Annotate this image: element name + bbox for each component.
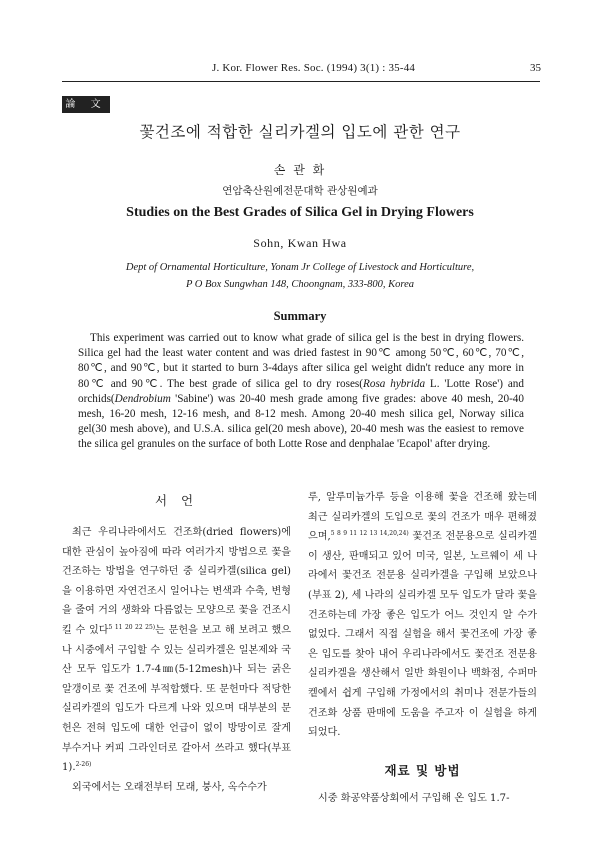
author-korean: 손 관 화 [273,163,327,177]
affiliation-english-line2: P O Box Sungwhan 148, Choongnam, 333-800, Korea [185,279,415,290]
orchid-scientific-name: Dendrobium [114,392,171,405]
affiliation-english-line1: Dept of Ornamental Horticulture, Yonam Jr College of Livestock and Horticulture, [125,262,475,273]
right-column [308,488,537,808]
rose-scientific-name: Rosa hybrida [363,377,426,390]
title-english: Studies on the Best Grades of Silica Gel in Drying Flowers [126,205,474,220]
summary-paragraph: This experiment was carried out to know what grade of silica gel is the best in drying flowers. Silica gel had the least water content and was dried fastest in 90℃ among 50℃, 60℃, 70℃, 80℃, and 90℃, but it started to burn 3-4days after silica gel weight didn't reduce any more in 80℃ and 90℃. The best grade of silica gel to dry roses(Rosa hybrida L. 'Lotte Rose') and orchids(Dendrobium 'Sabine') was 20-40 mesh grade among five grades: above 40 mesh, 20-40 mesh, 16-20 mesh, 12-16 mesh, and 8-12 mesh. Among 20-40 mesh silica gel, Norway silica gel(30 mesh above), and U.S.A. silica gel(20 mesh above), 20-40 mesh was the easiest to remove the silica gel granules on the surface of both Lotte Rose and denphalae 'Ecapol' after drying. [78,332,524,451]
page-number: 35 [530,62,541,74]
citation-marker: 5 8 9 11 12 13 14,20,24) [330,530,409,538]
title-korean: 꽃건조에 적합한 실리카겔의 입도에 관한 연구 [139,123,461,141]
citation-marker: 2-26) [75,761,92,769]
intro-heading: 서 언 [154,493,199,508]
citation-marker: 5 11 20 22 25) [108,623,156,631]
article-type-badge: 論 文 [62,96,110,113]
summary-heading: Summary [273,309,327,323]
methods-paragraph-1: 시중 화공약품상회에서 구입해 온 입도 1.7- [318,792,510,804]
intro-paragraph-2: 외국에서는 오래전부터 모래, 붕사, 옥수수가 [72,781,267,793]
journal-citation: J. Kor. Flower Res. Soc. (1994) 3(1) : 35-44 [212,62,416,74]
intro-paragraph-continued: 루, 알루미늄가루 등을 이용해 꽃을 건조해 왔는데 최근 실리카겔의 도입으로 꽃의 건조가 매우 편해졌으며,$^{5 8 9 11 12 13 14,20,24)}$ 꽃건조 전문용으로 실리카겔이 생산, 판매되고 있어 미국, 일본, 노르웨이 세 나라에서 꽃건조 전문용 실리카겔을 구입해 보았으나(부표 2), 세 나라의 실리카겔 모두 입도가 달라 꽃을 건조하는데 가장 좋은 입도가 어느 것인지 알 수가 없었다. 그래서 직접 실험을 해서 꽃건조에 가장 좋은 입도를 찾아 내어 우리나라에서도 꽃건조 전문용 실리카겔을 생산해서 일반 화원이나 백화점, 수퍼마켙에서 쉽게 구입해 가정에서의 취미나 전문가들의 건조화 상품 판매에 도움을 주고자 이 실험을 하게 되었다. [308,492,537,739]
running-header [0,62,600,76]
methods-heading: 재료 및 방법 [384,762,461,778]
header-rule [62,81,540,82]
author-english: Sohn, Kwan Hwa [253,236,347,250]
left-column [62,488,291,797]
affiliation-korean: 연암축산원예전문대학 관상원예과 [222,185,378,197]
intro-paragraph-1: 최근 우리나라에서도 건조화(dried flowers)에 대한 관심이 높아짐에 따라 여러가지 방법으로 꽃을 건조하는 방법을 연구하던 중 실리카겔(silica gel)을 이용하면 자연건조시 일어나는 변색과 수축, 변형을 줄여 거의 생화와 다름없는 모양으로 꽃을 건조시킬 수 있다$^{5 11 20 22 25)}$는 문헌을 보고 해 보려고 했으나 시중에서 구입할 수 있는 실리카겔은 일본제와 국산 모두 입도가 1.7-4㎜(5-12mesh)나 되는 굵은 알갱이로 꽃 건조에 부적합했다. 또 문헌마다 적당한 실리카겔의 입도가 다르게 나와 있으며 대부분의 문헌은 전혀 입도에 대한 언급이 없이 방망이로 잘게 부수거나 커피 그라인더로 갈아서 쓰라고 했다(부표 1).$^{2-26)}$ [62,527,291,774]
